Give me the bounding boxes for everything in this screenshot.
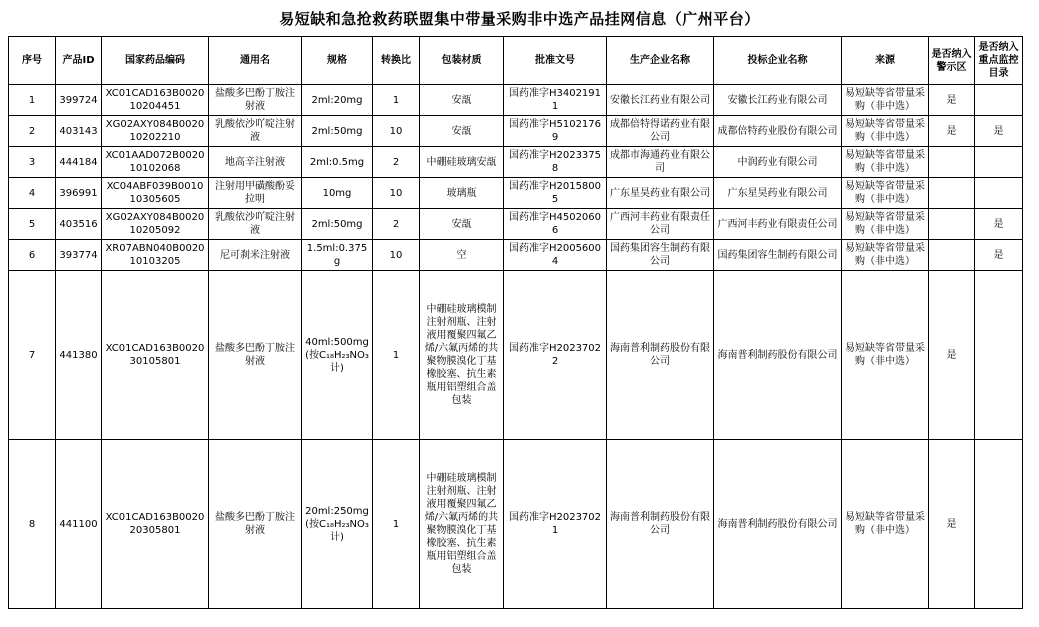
cell-monitor: 是 xyxy=(975,116,1023,147)
cell-source: 易短缺等省带量采购（非中选） xyxy=(842,271,929,440)
cell-seq: 6 xyxy=(9,240,56,271)
table-row xyxy=(9,209,1023,240)
cell-packaging: 安瓿 xyxy=(420,209,504,240)
cell-seq: 5 xyxy=(9,209,56,240)
cell-source: 易短缺等省带量采购（非中选） xyxy=(842,440,929,609)
cell-seq: 8 xyxy=(9,440,56,609)
cell-warning xyxy=(929,240,975,271)
cell-ratio: 10 xyxy=(373,178,420,209)
cell-spec: 20ml:250mg(按C₁₈H₂₃NO₃计) xyxy=(302,440,373,609)
cell-source: 易短缺等省带量采购（非中选） xyxy=(842,240,929,271)
cell-generic-name: 盐酸多巴酚丁胺注射液 xyxy=(209,440,302,609)
cell-bidder: 国药集团容生制药有限公司 xyxy=(714,240,842,271)
cell-monitor xyxy=(975,271,1023,440)
cell-generic-name: 注射用甲磺酸酚妥拉明 xyxy=(209,178,302,209)
col-header-spec: 规格 xyxy=(302,37,373,85)
cell-packaging: 空 xyxy=(420,240,504,271)
cell-manufacturer: 海南普利制药股份有限公司 xyxy=(607,271,714,440)
cell-ratio: 2 xyxy=(373,147,420,178)
cell-ratio: 10 xyxy=(373,240,420,271)
cell-approval: 国药准字H34021911 xyxy=(504,85,607,116)
col-header-source: 来源 xyxy=(842,37,929,85)
col-header-packaging: 包装材质 xyxy=(420,37,504,85)
cell-warning: 是 xyxy=(929,271,975,440)
cell-spec: 10mg xyxy=(302,178,373,209)
table-row xyxy=(9,178,1023,209)
table-row xyxy=(9,116,1023,147)
cell-product-id: 444184 xyxy=(56,147,102,178)
header-row xyxy=(9,37,1023,85)
cell-warning: 是 xyxy=(929,440,975,609)
cell-spec: 40ml:500mg(按C₁₈H₂₃NO₃计) xyxy=(302,271,373,440)
cell-drug-code: XC01AAD072B002010102068 xyxy=(102,147,209,178)
cell-source: 易短缺等省带量采购（非中选） xyxy=(842,209,929,240)
cell-spec: 1.5ml:0.375g xyxy=(302,240,373,271)
cell-drug-code: XR07ABN040B002010103205 xyxy=(102,240,209,271)
cell-manufacturer: 安徽长江药业有限公司 xyxy=(607,85,714,116)
cell-product-id: 403516 xyxy=(56,209,102,240)
cell-manufacturer: 广西河丰药业有限责任公司 xyxy=(607,209,714,240)
cell-packaging: 中硼硅玻璃模制注射剂瓶、注射液用覆聚四氟乙烯/六氟丙烯的共聚物膜溴化丁基橡胶塞、抗生素瓶用铝塑组合盖包装 xyxy=(420,271,504,440)
cell-seq: 7 xyxy=(9,271,56,440)
cell-manufacturer: 海南普利制药股份有限公司 xyxy=(607,440,714,609)
cell-manufacturer: 成都市海通药业有限公司 xyxy=(607,147,714,178)
cell-warning xyxy=(929,178,975,209)
table-row xyxy=(9,85,1023,116)
cell-warning xyxy=(929,147,975,178)
cell-source: 易短缺等省带量采购（非中选） xyxy=(842,85,929,116)
cell-monitor xyxy=(975,440,1023,609)
cell-manufacturer: 广东星昊药业有限公司 xyxy=(607,178,714,209)
cell-packaging: 玻璃瓶 xyxy=(420,178,504,209)
cell-bidder: 中润药业有限公司 xyxy=(714,147,842,178)
cell-bidder: 海南普利制药股份有限公司 xyxy=(714,271,842,440)
cell-seq: 3 xyxy=(9,147,56,178)
cell-manufacturer: 成都倍特得诺药业有限公司 xyxy=(607,116,714,147)
col-header-bidder: 投标企业名称 xyxy=(714,37,842,85)
cell-packaging: 中硼硅玻璃安瓿 xyxy=(420,147,504,178)
cell-seq: 2 xyxy=(9,116,56,147)
cell-drug-code: XG02AXY084B002010202210 xyxy=(102,116,209,147)
cell-product-id: 396991 xyxy=(56,178,102,209)
col-header-drug-code: 国家药品编码 xyxy=(102,37,209,85)
cell-product-id: 441100 xyxy=(56,440,102,609)
cell-source: 易短缺等省带量采购（非中选） xyxy=(842,147,929,178)
cell-generic-name: 尼可刹米注射液 xyxy=(209,240,302,271)
product-table xyxy=(8,36,1023,609)
cell-drug-code: XC04ABF039B001010305605 xyxy=(102,178,209,209)
cell-monitor: 是 xyxy=(975,209,1023,240)
col-header-approval: 批准文号 xyxy=(504,37,607,85)
cell-packaging: 中硼硅玻璃模制注射剂瓶、注射液用覆聚四氟乙烯/六氟丙烯的共聚物膜溴化丁基橡胶塞、抗生素瓶用铝塑组合盖包装 xyxy=(420,440,504,609)
col-header-ratio: 转换比 xyxy=(373,37,420,85)
cell-seq: 4 xyxy=(9,178,56,209)
cell-ratio: 1 xyxy=(373,440,420,609)
cell-drug-code: XG02AXY084B002010205092 xyxy=(102,209,209,240)
cell-approval: 国药准字H20237022 xyxy=(504,271,607,440)
cell-ratio: 1 xyxy=(373,271,420,440)
cell-generic-name: 乳酸依沙吖啶注射液 xyxy=(209,116,302,147)
col-header-generic-name: 通用名 xyxy=(209,37,302,85)
cell-product-id: 403143 xyxy=(56,116,102,147)
cell-monitor xyxy=(975,147,1023,178)
cell-product-id: 441380 xyxy=(56,271,102,440)
cell-approval: 国药准字H20237021 xyxy=(504,440,607,609)
cell-generic-name: 盐酸多巴酚丁胺注射液 xyxy=(209,85,302,116)
table-row xyxy=(9,440,1023,609)
cell-source: 易短缺等省带量采购（非中选） xyxy=(842,178,929,209)
cell-approval: 国药准字H20056004 xyxy=(504,240,607,271)
cell-warning: 是 xyxy=(929,85,975,116)
cell-approval: 国药准字H20158005 xyxy=(504,178,607,209)
cell-generic-name: 盐酸多巴酚丁胺注射液 xyxy=(209,271,302,440)
cell-product-id: 399724 xyxy=(56,85,102,116)
cell-ratio: 2 xyxy=(373,209,420,240)
cell-spec: 2ml:0.5mg xyxy=(302,147,373,178)
cell-drug-code: XC01CAD163B002020305801 xyxy=(102,440,209,609)
cell-approval: 国药准字H45020606 xyxy=(504,209,607,240)
table-row xyxy=(9,271,1023,440)
cell-packaging: 安瓿 xyxy=(420,85,504,116)
cell-generic-name: 地高辛注射液 xyxy=(209,147,302,178)
col-header-warning: 是否纳入警示区 xyxy=(929,37,975,85)
cell-monitor: 是 xyxy=(975,240,1023,271)
cell-bidder: 广东星昊药业有限公司 xyxy=(714,178,842,209)
cell-ratio: 10 xyxy=(373,116,420,147)
cell-approval: 国药准字H20233758 xyxy=(504,147,607,178)
cell-monitor xyxy=(975,85,1023,116)
cell-spec: 2ml:50mg xyxy=(302,209,373,240)
cell-manufacturer: 国药集团容生制药有限公司 xyxy=(607,240,714,271)
cell-packaging: 安瓿 xyxy=(420,116,504,147)
col-header-seq: 序号 xyxy=(9,37,56,85)
table-row xyxy=(9,240,1023,271)
cell-drug-code: XC01CAD163B002010204451 xyxy=(102,85,209,116)
cell-approval: 国药准字H51021769 xyxy=(504,116,607,147)
col-header-monitor: 是否纳入重点监控目录 xyxy=(975,37,1023,85)
table-row xyxy=(9,147,1023,178)
cell-source: 易短缺等省带量采购（非中选） xyxy=(842,116,929,147)
cell-drug-code: XC01CAD163B002030105801 xyxy=(102,271,209,440)
page-title: 易短缺和急抢救药联盟集中带量采购非中选产品挂网信息（广州平台） xyxy=(279,10,760,28)
cell-spec: 2ml:20mg xyxy=(302,85,373,116)
cell-ratio: 1 xyxy=(373,85,420,116)
cell-warning: 是 xyxy=(929,116,975,147)
cell-product-id: 393774 xyxy=(56,240,102,271)
cell-generic-name: 乳酸依沙吖啶注射液 xyxy=(209,209,302,240)
col-header-manufacturer: 生产企业名称 xyxy=(607,37,714,85)
cell-spec: 2ml:50mg xyxy=(302,116,373,147)
cell-bidder: 安徽长江药业有限公司 xyxy=(714,85,842,116)
cell-bidder: 广西河丰药业有限责任公司 xyxy=(714,209,842,240)
col-header-product-id: 产品ID xyxy=(56,37,102,85)
cell-monitor xyxy=(975,178,1023,209)
cell-bidder: 成都倍特药业股份有限公司 xyxy=(714,116,842,147)
cell-bidder: 海南普利制药股份有限公司 xyxy=(714,440,842,609)
cell-warning xyxy=(929,209,975,240)
cell-seq: 1 xyxy=(9,85,56,116)
